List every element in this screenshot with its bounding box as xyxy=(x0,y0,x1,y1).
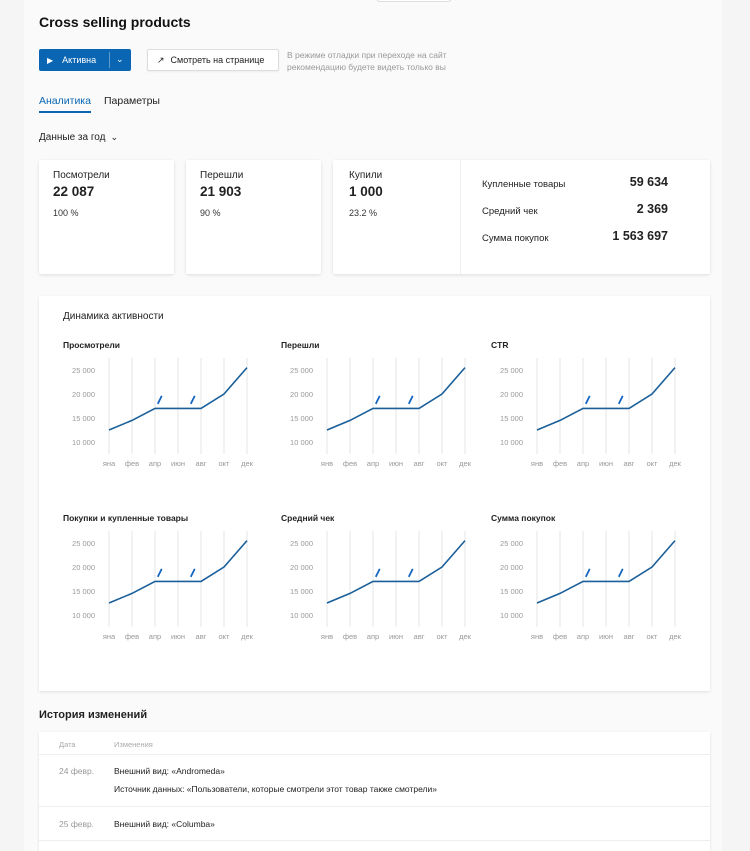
edit-marker-icon xyxy=(157,395,163,404)
x-tick-label: фев xyxy=(552,632,568,641)
chevron-down-icon: ⌄ xyxy=(110,132,118,142)
x-tick-label: фев xyxy=(552,459,568,468)
y-tick-label: 15 000 xyxy=(290,587,313,596)
debug-hint-line: В режиме отладки при переходе на сайт xyxy=(287,50,447,60)
x-tick-label: окт xyxy=(218,632,230,641)
edit-marker-icon xyxy=(190,395,196,404)
summary-value: 1 563 697 xyxy=(612,229,668,243)
x-tick-label: дек xyxy=(669,632,681,641)
history-date: 24 февр. xyxy=(59,766,95,776)
y-tick-label: 10 000 xyxy=(72,611,95,620)
y-tick-label: 25 000 xyxy=(500,366,523,375)
x-tick-label: авг xyxy=(413,459,425,468)
x-tick-label: дек xyxy=(241,459,253,468)
x-tick-label: окт xyxy=(436,459,448,468)
mini-chart xyxy=(491,340,681,472)
chart-title: Покупки и купленные товары xyxy=(63,513,189,523)
mini-chart xyxy=(491,513,681,645)
dynamics-title: Динамика активности xyxy=(63,311,164,322)
stat-value: 22 087 xyxy=(53,184,95,199)
debug-hint-line: рекомендацию будете видеть только вы xyxy=(287,62,446,72)
mini-chart xyxy=(281,340,471,472)
edit-marker-icon xyxy=(408,568,414,577)
stat-card-clicks xyxy=(186,160,321,274)
edit-marker-icon xyxy=(585,395,591,404)
y-tick-label: 15 000 xyxy=(500,414,523,423)
summary-label: Сумма покупок xyxy=(482,233,549,244)
x-tick-label: авг xyxy=(195,459,207,468)
edit-marker-icon xyxy=(157,568,163,577)
debug-hint xyxy=(287,49,487,73)
chart-title: CTR xyxy=(491,340,509,350)
y-tick-label: 10 000 xyxy=(290,611,313,620)
chart-title: Сумма покупок xyxy=(491,513,556,523)
chevron-down-icon[interactable]: ⌄ xyxy=(116,54,124,64)
mini-chart xyxy=(63,513,253,645)
line-chart xyxy=(63,531,253,643)
x-tick-label: янв xyxy=(530,459,544,468)
stat-label: Перешли xyxy=(200,170,244,181)
stat-card-purchases xyxy=(333,160,710,274)
x-tick-label: окт xyxy=(436,632,448,641)
y-tick-label: 25 000 xyxy=(290,366,313,375)
y-tick-label: 25 000 xyxy=(72,366,95,375)
x-tick-label: янв xyxy=(530,632,544,641)
edit-marker-icon xyxy=(375,395,381,404)
y-tick-label: 10 000 xyxy=(500,438,523,447)
history-change: Источник данных: «Пользователи, которые смотрели этот товар также смотрели» xyxy=(114,784,437,794)
history-table xyxy=(39,732,710,851)
external-arrow-icon: ↗ xyxy=(157,54,165,65)
view-on-page-button[interactable] xyxy=(147,49,279,71)
x-tick-label: окт xyxy=(218,459,230,468)
chart-title: Перешли xyxy=(281,340,320,350)
x-tick-label: окт xyxy=(646,632,658,641)
line-chart xyxy=(281,531,471,643)
tabs xyxy=(39,95,173,113)
page-title: Cross selling products xyxy=(39,14,191,30)
col-header-date: Дата xyxy=(59,740,76,749)
play-icon: ▶ xyxy=(47,55,54,65)
stat-label: Посмотрели xyxy=(53,170,110,181)
history-title: История изменений xyxy=(39,709,148,721)
x-tick-label: яна xyxy=(102,459,116,468)
summary-value: 2 369 xyxy=(636,202,668,216)
summary-label: Средний чек xyxy=(482,206,538,217)
tab-parameters[interactable]: Параметры xyxy=(103,95,160,107)
x-tick-label: июн xyxy=(599,632,613,641)
line-chart xyxy=(63,358,253,470)
line-chart xyxy=(491,531,681,643)
x-tick-label: апр xyxy=(576,632,590,641)
status-button[interactable] xyxy=(39,49,131,71)
x-tick-label: апр xyxy=(576,459,590,468)
y-tick-label: 25 000 xyxy=(72,539,95,548)
mini-chart xyxy=(63,340,253,472)
edit-marker-icon xyxy=(618,395,624,404)
divider xyxy=(39,840,710,841)
y-tick-label: 15 000 xyxy=(290,414,313,423)
x-tick-label: фев xyxy=(342,632,358,641)
x-tick-label: июн xyxy=(171,632,185,641)
x-tick-label: апр xyxy=(366,632,380,641)
period-dropdown[interactable] xyxy=(39,132,118,143)
x-tick-label: дек xyxy=(459,459,471,468)
stat-percent: 90 % xyxy=(200,208,221,218)
x-tick-label: яна xyxy=(102,632,116,641)
edit-marker-icon xyxy=(375,568,381,577)
x-tick-label: авг xyxy=(623,632,635,641)
x-tick-label: апр xyxy=(366,459,380,468)
edit-marker-icon xyxy=(190,568,196,577)
chart-title: Средний чек xyxy=(281,513,335,523)
x-tick-label: июн xyxy=(389,459,403,468)
stat-percent: 100 % xyxy=(53,208,79,218)
x-tick-label: янв xyxy=(320,632,334,641)
view-on-page-label: Смотреть на странице xyxy=(170,55,265,65)
y-tick-label: 20 000 xyxy=(290,563,313,572)
history-date: 25 февр. xyxy=(59,819,95,829)
x-tick-label: фев xyxy=(124,632,140,641)
y-tick-label: 25 000 xyxy=(500,539,523,548)
page xyxy=(24,0,722,851)
y-tick-label: 20 000 xyxy=(500,390,523,399)
edit-marker-icon xyxy=(585,568,591,577)
stat-percent: 23.2 % xyxy=(349,208,378,218)
history-change: Внешний вид: «Columba» xyxy=(114,819,215,829)
top-handle[interactable] xyxy=(376,0,452,2)
x-tick-label: апр xyxy=(148,632,162,641)
tab-analytics[interactable]: Аналитика xyxy=(39,95,91,113)
x-tick-label: дек xyxy=(669,459,681,468)
edit-marker-icon xyxy=(618,568,624,577)
x-tick-label: фев xyxy=(342,459,358,468)
activity-dynamics-card xyxy=(39,296,710,691)
line-chart xyxy=(281,358,471,470)
col-header-changes: Изменения xyxy=(114,740,153,749)
y-tick-label: 20 000 xyxy=(72,563,95,572)
x-tick-label: июн xyxy=(599,459,613,468)
period-label: Данные за год xyxy=(39,132,106,143)
stat-value: 1 000 xyxy=(349,184,383,199)
button-separator xyxy=(109,52,110,68)
y-tick-label: 10 000 xyxy=(290,438,313,447)
edit-marker-icon xyxy=(408,395,414,404)
mini-chart xyxy=(281,513,471,645)
y-tick-label: 15 000 xyxy=(500,587,523,596)
x-tick-label: окт xyxy=(646,459,658,468)
x-tick-label: фев xyxy=(124,459,140,468)
x-tick-label: дек xyxy=(241,632,253,641)
summary-label: Купленные товары xyxy=(482,179,566,190)
stat-label: Купили xyxy=(349,170,383,181)
x-tick-label: апр xyxy=(148,459,162,468)
summary-value: 59 634 xyxy=(629,175,668,189)
y-tick-label: 10 000 xyxy=(72,438,95,447)
y-tick-label: 20 000 xyxy=(72,390,95,399)
line-chart xyxy=(491,358,681,470)
x-tick-label: июн xyxy=(171,459,185,468)
y-tick-label: 10 000 xyxy=(500,611,523,620)
y-tick-label: 20 000 xyxy=(290,390,313,399)
x-tick-label: дек xyxy=(459,632,471,641)
y-tick-label: 15 000 xyxy=(72,414,95,423)
y-tick-label: 15 000 xyxy=(72,587,95,596)
x-tick-label: авг xyxy=(623,459,635,468)
y-tick-label: 25 000 xyxy=(290,539,313,548)
stat-card-views xyxy=(39,160,174,274)
x-tick-label: авг xyxy=(413,632,425,641)
history-change: Внешний вид: «Andromeda» xyxy=(114,766,225,776)
x-tick-label: янв xyxy=(320,459,334,468)
divider xyxy=(39,754,710,755)
y-tick-label: 20 000 xyxy=(500,563,523,572)
divider xyxy=(39,806,710,807)
summary-divider xyxy=(460,160,461,274)
chart-title: Просмотрели xyxy=(63,340,120,350)
x-tick-label: авг xyxy=(195,632,207,641)
x-tick-label: июн xyxy=(389,632,403,641)
status-button-label: Активна xyxy=(62,55,97,65)
stat-value: 21 903 xyxy=(200,184,242,199)
